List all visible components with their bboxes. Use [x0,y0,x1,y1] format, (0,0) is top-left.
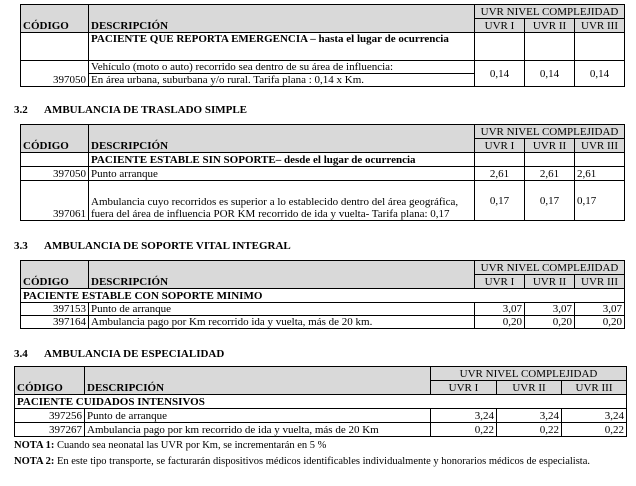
code-cell: 397050 [21,167,89,181]
note-1 [14,440,626,452]
empty-cell [475,33,525,61]
header-uvr-group: UVR NIVEL COMPLEJIDAD [431,367,627,381]
header-uvr-1: UVR I [475,19,525,33]
section-title: AMBULANCIA DE ESPECIALIDAD [44,348,225,360]
table-emergencia [20,4,625,87]
description-cell: Punto arranque [89,167,475,181]
header-uvr-group: UVR NIVEL COMPLEJIDAD [475,125,625,139]
uvr1-cell: 0,17 [475,181,525,221]
description-line-2: En área urbana, suburbana y/o rural. Tarifa plana : 0,14 x Km. [91,74,365,86]
description-line-1: Vehículo (moto o auto) recorrido sea dentro de su área de influencia: [89,61,474,74]
empty-cell [21,153,89,167]
uvr2-cell: 3,07 [525,303,575,316]
code-cell: 397164 [21,316,89,329]
header-uvr-1: UVR I [431,381,497,395]
section-title: AMBULANCIA DE SOPORTE VITAL INTEGRAL [44,240,291,252]
uvr3-cell: 3,07 [575,303,625,316]
uvr1-cell: 0,14 [475,61,525,87]
header-uvr-group: UVR NIVEL COMPLEJIDAD [475,261,625,275]
table-traslado-simple [20,124,625,221]
header-uvr-2: UVR II [525,139,575,153]
header-descripcion: DESCRIPCIÓN [89,5,475,33]
empty-cell [525,33,575,61]
section-number: 3.3 [14,240,28,252]
header-uvr-3: UVR III [575,19,625,33]
code-cell: 397061 [21,181,89,221]
group-label: PACIENTE ESTABLE CON SOPORTE MINIMO [21,289,625,303]
header-uvr-3: UVR III [575,275,625,289]
uvr3-cell: 0,17 [575,181,625,221]
section-title: AMBULANCIA DE TRASLADO SIMPLE [44,104,248,116]
uvr3-cell: 0,22 [562,423,627,437]
header-uvr-1: UVR I [475,275,525,289]
header-descripcion: DESCRIPCIÓN [85,367,431,395]
uvr1-cell: 2,61 [475,167,525,181]
uvr3-cell: 3,24 [562,409,627,423]
note-2 [14,456,626,468]
uvr2-cell: 0,20 [525,316,575,329]
group-label: PACIENTE CUIDADOS INTENSIVOS [15,395,627,409]
empty-cell [475,153,525,167]
header-codigo: CÓDIGO [21,125,89,153]
section-heading [14,104,247,116]
note-text: En este tipo transporte, se facturarán dispositivos médicos identificables individualmente y honorarios médicos de especialista. [54,456,591,467]
header-uvr-2: UVR II [525,19,575,33]
section-number: 3.2 [14,104,28,116]
note-label: NOTA 1: [14,440,55,451]
empty-cell [525,153,575,167]
header-codigo: CÓDIGO [21,261,89,289]
uvr2-cell: 0,17 [525,181,575,221]
uvr3-cell: 2,61 [575,167,625,181]
description-cell: Punto de arranque [85,409,431,423]
uvr2-cell: 2,61 [525,167,575,181]
uvr2-cell: 3,24 [497,409,562,423]
group-label: PACIENTE QUE REPORTA EMERGENCIA – hasta el lugar de ocurrencia [89,33,475,61]
group-label: PACIENTE ESTABLE SIN SOPORTE– desde el lugar de ocurrencia [89,153,475,167]
table-especialidad [14,366,627,437]
uvr2-cell: 0,14 [525,61,575,87]
description-cell: Ambulancia pago por km recorrido de ida y vuelta, más de 20 Km [85,423,431,437]
note-text: Cuando sea neonatal las UVR por Km, se incrementarán en 5 % [54,440,327,451]
note-label: NOTA 2: [14,456,55,467]
header-uvr-2: UVR II [497,381,562,395]
empty-cell [21,33,89,61]
uvr3-cell: 0,14 [575,61,625,87]
empty-cell [575,153,625,167]
header-descripcion: DESCRIPCIÓN [89,261,475,289]
code-cell: 397153 [21,303,89,316]
uvr1-cell: 3,24 [431,409,497,423]
uvr1-cell: 0,20 [475,316,525,329]
empty-cell [575,33,625,61]
code-cell: 397256 [15,409,85,423]
description-cell: Punto de arranque [89,303,475,316]
section-number: 3.4 [14,348,28,360]
code-cell: 397050 [21,61,89,87]
description-cell [89,61,475,87]
header-codigo: CÓDIGO [21,5,89,33]
uvr1-cell: 3,07 [475,303,525,316]
description-cell: Ambulancia pago por Km recorrido ida y vuelta, más de 20 km. [89,316,475,329]
header-codigo: CÓDIGO [15,367,85,395]
header-uvr-group: UVR NIVEL COMPLEJIDAD [475,5,625,19]
uvr2-cell: 0,22 [497,423,562,437]
description-cell: Ambulancia cuyo recorridos es superior a lo establecido dentro del área geográfica, fuera del área de influencia POR KM recorrido de ida y vuelta- Tarifa plana: 0,17 [89,181,475,221]
header-uvr-2: UVR II [525,275,575,289]
code-cell: 397267 [15,423,85,437]
header-uvr-3: UVR III [562,381,627,395]
table-soporte-vital [20,260,625,329]
header-uvr-3: UVR III [575,139,625,153]
header-descripcion: DESCRIPCIÓN [89,125,475,153]
section-heading [14,348,224,360]
uvr3-cell: 0,20 [575,316,625,329]
header-uvr-1: UVR I [475,139,525,153]
section-heading [14,240,291,252]
uvr1-cell: 0,22 [431,423,497,437]
